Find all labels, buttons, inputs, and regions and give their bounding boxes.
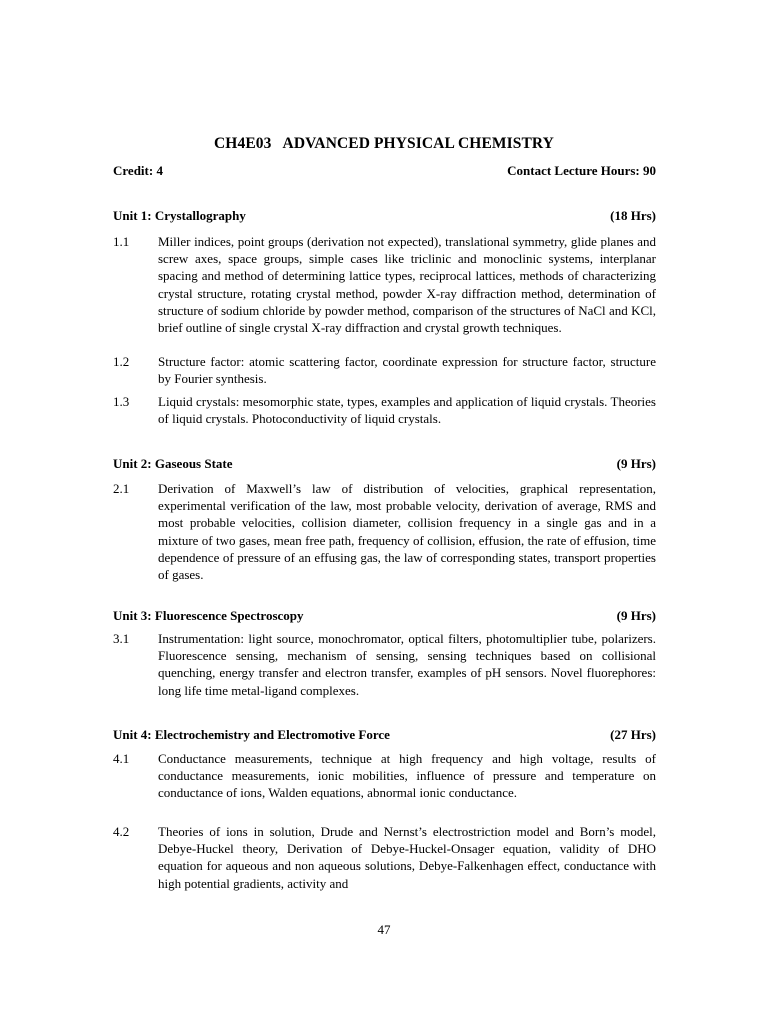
unit-title: Unit 4: Electrochemistry and Electromotive Force — [113, 727, 390, 742]
item-number: 1.2 — [113, 354, 130, 369]
unit-title: Unit 2: Gaseous State — [113, 456, 233, 471]
item-text: Conductance measurements, technique at high frequency and high voltage, results of conductance measurements, ionic mobilities, influence of pressure and temperature on conductance of ions, Walden equations, abnormal ionic conductance. — [158, 751, 656, 801]
unit-hours: (18 Hrs) — [610, 208, 656, 223]
unit-hours: (9 Hrs) — [616, 456, 656, 471]
item-number: 4.1 — [113, 751, 130, 766]
syllabus-item — [113, 750, 656, 802]
item-text: Structure factor: atomic scattering factor, coordinate expression for structure factor, structure by Fourier synthesis. — [158, 354, 656, 387]
unit-title: Unit 1: Crystallography — [113, 208, 246, 223]
item-number: 2.1 — [113, 481, 130, 496]
unit-hours: (9 Hrs) — [616, 608, 656, 623]
unit-heading — [113, 727, 656, 745]
syllabus-item — [113, 630, 656, 699]
item-text: Instrumentation: light source, monochromator, optical filters, photomultiplier tube, polarizers. Fluorescence sensing, mechanism of sensing, sensing techniques based on collisional quenching, energy transfer and electron transfer, examples of pH sensors. Novel fluorephores: long life time metal-ligand complexes. — [158, 631, 656, 698]
syllabus-item — [113, 233, 656, 336]
item-number: 1.1 — [113, 234, 130, 249]
unit-heading — [113, 456, 656, 474]
course-title: CH4E03 ADVANCED PHYSICAL CHEMISTRY — [214, 135, 554, 152]
item-number: 4.2 — [113, 824, 130, 839]
syllabus-item — [113, 353, 656, 387]
credit-label: Credit: 4 — [113, 163, 163, 178]
unit-hours: (27 Hrs) — [610, 727, 656, 742]
syllabus-item — [113, 823, 656, 892]
item-text: Derivation of Maxwell’s law of distribution of velocities, graphical representation, experimental verification of the law, most probable velocity, derivation of average, RMS and most probable velocities, collision diameter, collision frequency in a single gas and in a mixture of two gases, mean free path, frequency of collision, effusion, the rate of effusion, time dependence of pressure of an effusing gas, the law of corresponding states, transport properties of gases. — [158, 481, 656, 583]
course-meta — [113, 163, 656, 181]
contact-hours-label: Contact Lecture Hours: 90 — [507, 163, 656, 178]
unit-title: Unit 3: Fluorescence Spectroscopy — [113, 608, 304, 623]
unit-heading — [113, 608, 656, 626]
unit-heading — [113, 208, 656, 226]
item-number: 3.1 — [113, 631, 130, 646]
item-text: Theories of ions in solution, Drude and Nernst’s electrostriction model and Born’s model, Debye-Huckel theory, Derivation of Debye-Huckel-Onsager equation, validity of DHO equation for aqueous and non aqueous solutions, Debye-Falkenhagen effect, conductance with high potential gradients, activity and — [158, 824, 656, 891]
syllabus-item — [113, 393, 656, 427]
item-text: Liquid crystals: mesomorphic state, types, examples and application of liquid crystals. Theories of liquid crystals. Photoconductivity of liquid crystals. — [158, 394, 656, 427]
page-number: 47 — [377, 922, 391, 937]
item-text: Miller indices, point groups (derivation not expected), translational symmetry, glide planes and screw axes, space groups, simple cases like triclinic and monoclinic systems, interplanar spacing and method of determining lattice types, reciprocal lattices, methods of characterizing crystal structure, rotating crystal method, powder X-ray diffraction method, determination of structure of sodium chloride by powder method, comparison of the structures of NaCl and KCl, brief outline of single crystal X-ray diffraction and crystal growth techniques. — [158, 234, 656, 336]
syllabus-item — [113, 480, 656, 583]
item-number: 1.3 — [113, 394, 130, 409]
